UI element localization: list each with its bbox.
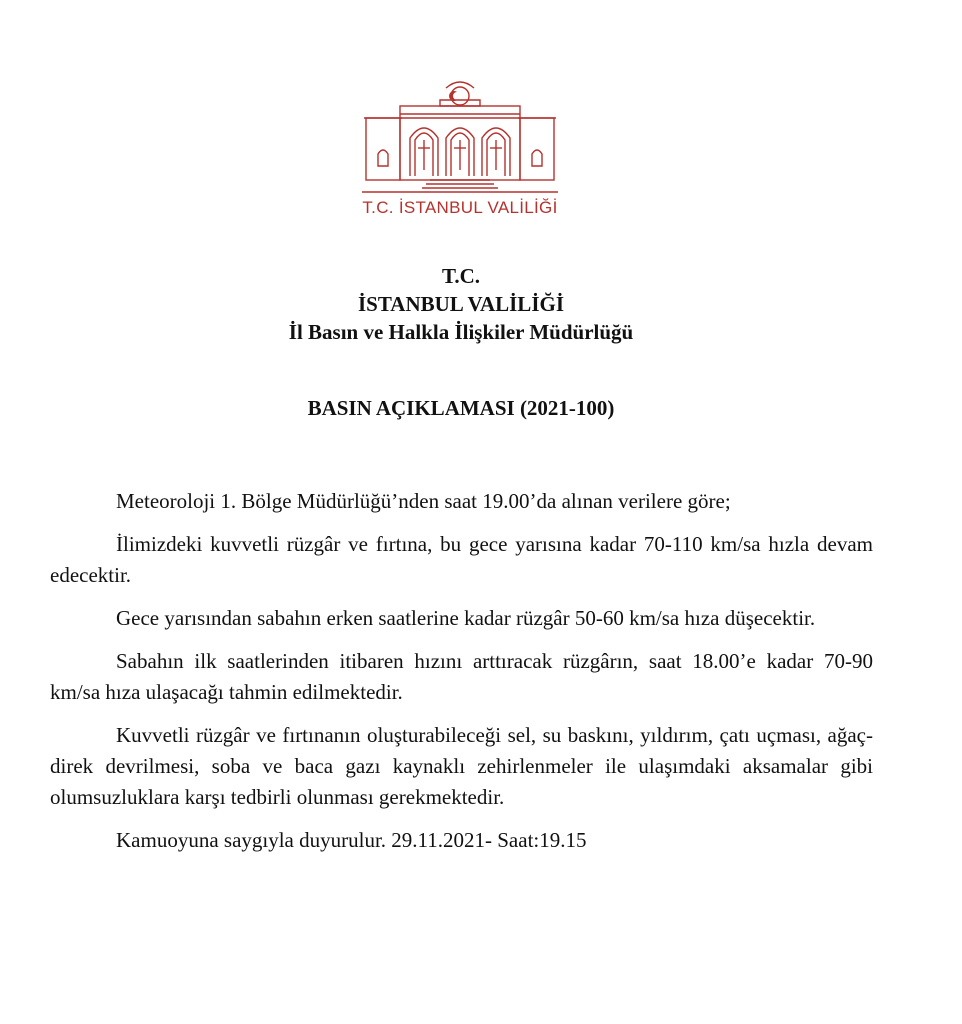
press-release-body — [50, 486, 873, 868]
body-paragraph: Meteoroloji 1. Bölge Müdürlüğü’nden saat 19.00’da alınan verilere göre; — [116, 489, 731, 513]
istanbul-governorship-building-icon — [360, 78, 560, 198]
body-paragraph: İlimizdeki kuvvetli rüzgâr ve fırtına, bu gece yarısına kadar 70-110 km/sa hızla devam edecektir. — [50, 532, 873, 587]
header-governorship: İSTANBUL VALİLİĞİ — [357, 292, 564, 316]
logo-caption: T.C. İSTANBUL VALİLİĞİ — [362, 198, 558, 217]
body-paragraph: Gece yarısından sabahın erken saatlerine kadar rüzgâr 50-60 km/sa hıza düşecektir. — [116, 606, 816, 630]
closing-line: Kamuoyuna saygıyla duyurulur. 29.11.2021- Saat:19.15 — [116, 828, 587, 852]
header-republic: T.C. — [441, 264, 481, 288]
governorship-logo — [360, 78, 560, 228]
body-paragraph: Sabahın ilk saatlerinden itibaren hızını arttıracak rüzgârın, saat 18.00’e kadar 70-90 km/sa hıza ulaşacağı tahmin edilmektedir. — [50, 649, 873, 704]
document-header — [0, 262, 922, 346]
header-department: İl Basın ve Halkla İlişkiler Müdürlüğü — [288, 320, 634, 344]
body-paragraph: Kuvvetli rüzgâr ve fırtınanın oluşturabileceği sel, su baskını, yıldırım, çatı uçması, ağaç-direk devrilmesi, soba ve baca gazı kaynaklı zehirlenmeler ile ulaşımdaki aksamalar gibi olumsuzluklara karşı tedbirli olunması gerekmektedir. — [50, 723, 873, 809]
press-release-title: BASIN AÇIKLAMASI (2021-100) — [307, 396, 615, 420]
